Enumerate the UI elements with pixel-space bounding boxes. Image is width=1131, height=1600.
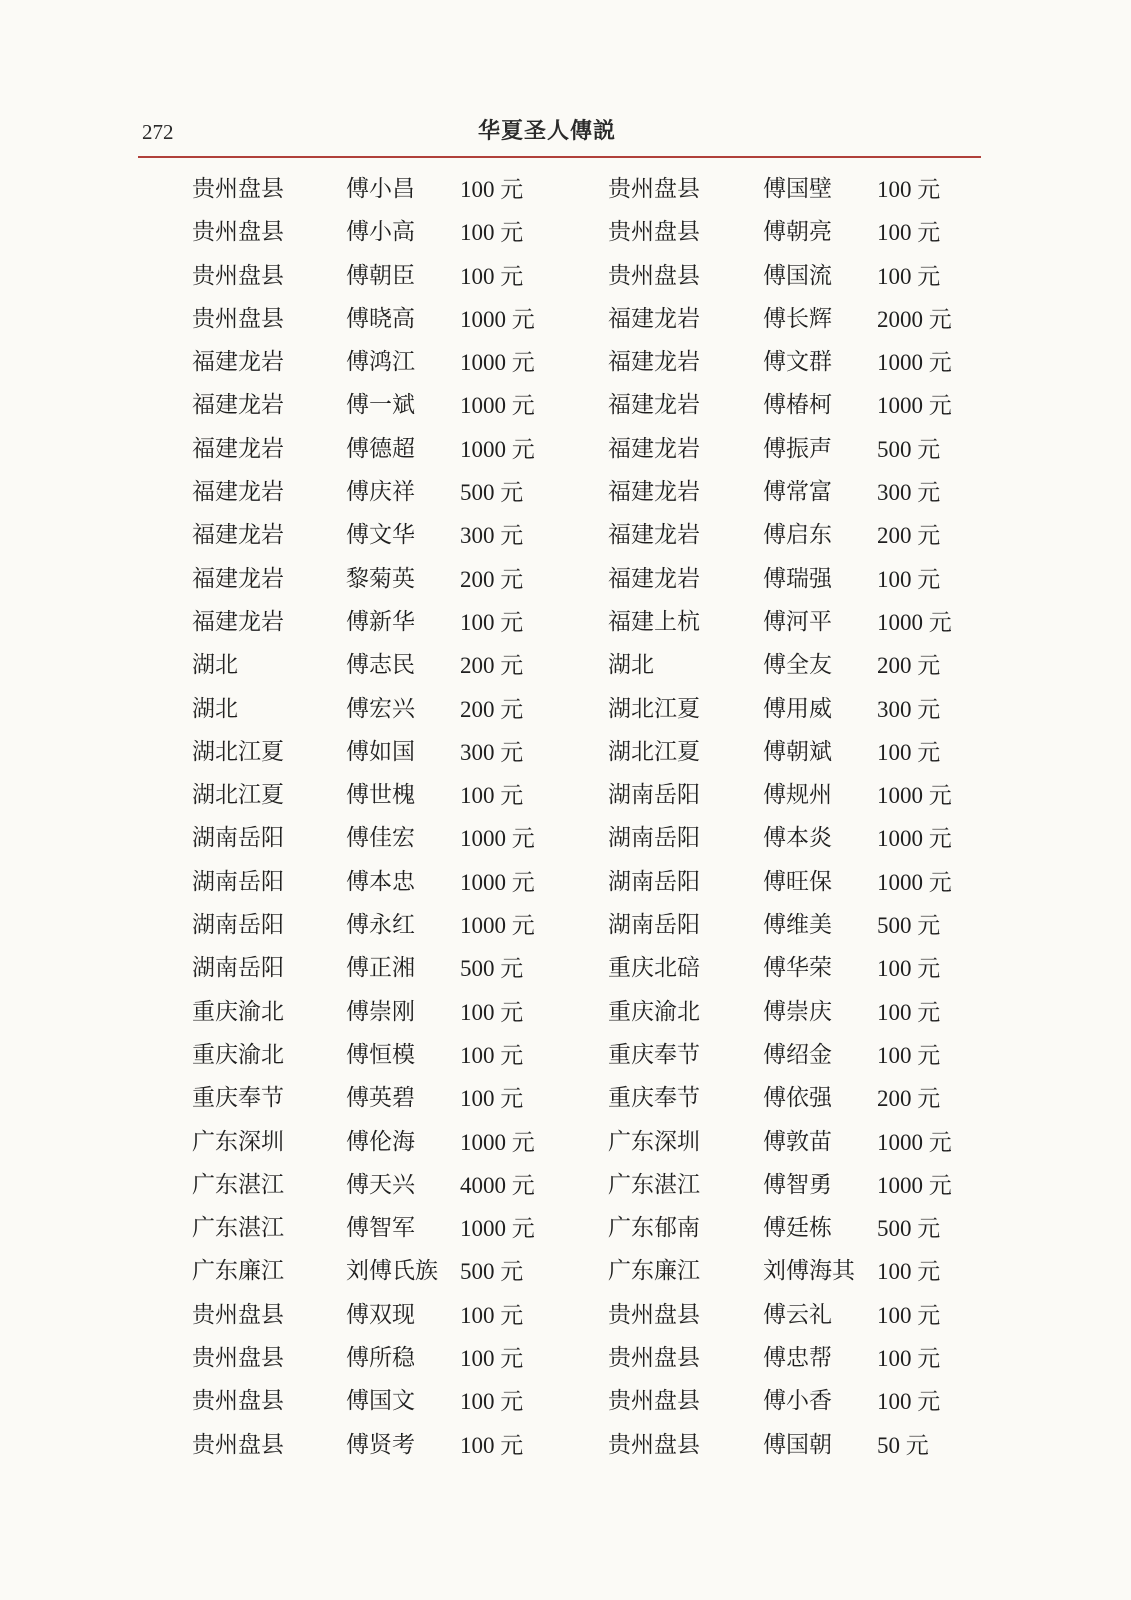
donor-left-region: 贵州盘县 <box>192 262 284 289</box>
donor-right-name: 傅瑞强 <box>763 565 832 592</box>
donor-right-region: 湖北江夏 <box>608 695 700 722</box>
donor-row <box>0 1294 1131 1337</box>
donor-right-region: 贵州盘县 <box>608 1431 700 1458</box>
donor-row <box>0 341 1131 384</box>
donor-right-region: 湖南岳阳 <box>608 868 700 895</box>
donor-left-region: 重庆渝北 <box>192 1041 284 1068</box>
donor-row <box>0 168 1131 211</box>
donor-left-amount: 500 元 <box>460 1259 524 1285</box>
donor-right-name: 傅全友 <box>763 652 832 679</box>
donor-right-name: 傅崇庆 <box>763 998 832 1025</box>
donor-left-region: 广东湛江 <box>192 1171 284 1198</box>
donor-left-region: 福建龙岩 <box>192 392 284 419</box>
donor-right-name: 傅国壁 <box>763 176 832 202</box>
donor-right-region: 贵州盘县 <box>608 1345 700 1372</box>
donor-row <box>0 1380 1131 1423</box>
donor-row <box>0 1424 1131 1467</box>
donor-left-amount: 300 元 <box>460 739 524 765</box>
donor-left-amount: 100 元 <box>460 1042 524 1068</box>
donor-left-name: 傅德超 <box>346 435 415 462</box>
donor-left-amount: 1000 元 <box>460 350 535 376</box>
donor-left-name: 傅双现 <box>346 1301 415 1328</box>
donor-right-region: 福建上杭 <box>608 608 700 635</box>
donor-row <box>0 1164 1131 1207</box>
donor-left-region: 湖南岳阳 <box>192 912 284 939</box>
donor-right-name: 傅旺保 <box>763 868 832 895</box>
donor-left-region: 贵州盘县 <box>192 1345 284 1372</box>
donor-left-region: 贵州盘县 <box>192 219 284 246</box>
donor-left-name: 傅小高 <box>346 219 415 246</box>
donor-right-region: 湖南岳阳 <box>608 782 700 809</box>
donor-row <box>0 1207 1131 1250</box>
donor-row <box>0 688 1131 731</box>
donor-right-name: 傅敦苗 <box>763 1128 832 1155</box>
donor-right-name: 傅国流 <box>763 262 832 289</box>
donor-row <box>0 991 1131 1034</box>
donor-right-name: 傅绍金 <box>763 1041 832 1068</box>
donor-right-amount: 1000 元 <box>877 393 952 419</box>
donor-left-region: 湖南岳阳 <box>192 868 284 895</box>
donor-row <box>0 1034 1131 1077</box>
donor-left-region: 重庆渝北 <box>192 998 284 1025</box>
donor-right-amount: 100 元 <box>877 177 941 202</box>
donor-left-name: 傅晓高 <box>346 305 415 332</box>
donor-left-name: 傅佳宏 <box>346 825 415 852</box>
donor-right-name: 傅长辉 <box>763 305 832 332</box>
donor-row <box>0 514 1131 557</box>
donor-left-name: 傅世槐 <box>346 782 415 809</box>
donor-left-amount: 100 元 <box>460 220 524 246</box>
donor-right-name: 傅朝斌 <box>763 738 832 765</box>
donor-left-region: 福建龙岩 <box>192 522 284 549</box>
donor-left-amount: 500 元 <box>460 480 524 506</box>
donor-row <box>0 861 1131 904</box>
donor-left-amount: 100 元 <box>460 1346 524 1372</box>
donor-right-amount: 100 元 <box>877 220 941 246</box>
donor-left-amount: 100 元 <box>460 177 524 202</box>
donor-right-region: 贵州盘县 <box>608 176 700 202</box>
donor-right-region: 重庆渝北 <box>608 998 700 1025</box>
donor-left-amount: 100 元 <box>460 1302 524 1328</box>
donor-right-name: 傅常富 <box>763 479 832 506</box>
donor-left-name: 傅伦海 <box>346 1128 415 1155</box>
donor-left-name: 傅恒模 <box>346 1041 415 1068</box>
donor-left-amount: 1000 元 <box>460 306 535 332</box>
donor-left-region: 贵州盘县 <box>192 176 284 202</box>
donor-right-region: 湖北江夏 <box>608 738 700 765</box>
donor-right-name: 刘傅海其 <box>763 1258 855 1285</box>
donor-row <box>0 1121 1131 1164</box>
donor-row <box>0 1077 1131 1120</box>
donor-right-region: 湖南岳阳 <box>608 912 700 939</box>
donor-right-amount: 100 元 <box>877 1389 941 1415</box>
donor-left-amount: 100 元 <box>460 999 524 1025</box>
donor-right-amount: 100 元 <box>877 1042 941 1068</box>
donor-right-amount: 500 元 <box>877 913 941 939</box>
donor-right-amount: 500 元 <box>877 1216 941 1242</box>
donor-row <box>0 558 1131 601</box>
donor-right-region: 福建龙岩 <box>608 392 700 419</box>
book-title: 华夏圣人傳説 <box>478 119 617 144</box>
donor-left-name: 傅永红 <box>346 912 415 939</box>
donor-right-amount: 1000 元 <box>877 1129 952 1155</box>
donor-right-amount: 100 元 <box>877 956 941 982</box>
donor-left-name: 黎菊英 <box>346 565 415 592</box>
donor-left-name: 傅智军 <box>346 1215 415 1242</box>
donor-row <box>0 817 1131 860</box>
donor-right-region: 福建龙岩 <box>608 435 700 462</box>
donor-left-name: 傅一斌 <box>346 392 415 419</box>
donor-row <box>0 947 1131 990</box>
donor-right-name: 傅本炎 <box>763 825 832 852</box>
donor-right-amount: 300 元 <box>877 696 941 722</box>
donor-right-amount: 1000 元 <box>877 869 952 895</box>
donor-right-name: 傅小香 <box>763 1388 832 1415</box>
donor-right-amount: 500 元 <box>877 436 941 462</box>
donor-left-amount: 1000 元 <box>460 436 535 462</box>
page-header <box>138 110 981 156</box>
donor-row <box>0 298 1131 341</box>
donor-left-region: 广东廉江 <box>192 1258 284 1285</box>
donor-left-region: 湖北江夏 <box>192 738 284 765</box>
donor-left-region: 重庆奉节 <box>192 1085 284 1112</box>
donor-right-region: 福建龙岩 <box>608 479 700 506</box>
donor-left-amount: 1000 元 <box>460 1216 535 1242</box>
donor-left-region: 贵州盘县 <box>192 305 284 332</box>
donor-right-region: 福建龙岩 <box>608 305 700 332</box>
donor-left-amount: 1000 元 <box>460 826 535 852</box>
donor-left-amount: 200 元 <box>460 653 524 679</box>
donor-left-amount: 1000 元 <box>460 913 535 939</box>
donor-left-region: 湖北 <box>192 652 238 679</box>
donor-left-name: 傅文华 <box>346 522 415 549</box>
donor-left-amount: 100 元 <box>460 263 524 289</box>
donor-right-name: 傅规州 <box>763 782 832 809</box>
donor-row <box>0 601 1131 644</box>
donor-row <box>0 731 1131 774</box>
donor-left-region: 湖北 <box>192 695 238 722</box>
donor-left-amount: 100 元 <box>460 783 524 809</box>
donor-right-region: 湖南岳阳 <box>608 825 700 852</box>
donor-right-amount: 100 元 <box>877 739 941 765</box>
donor-left-name: 傅所稳 <box>346 1345 415 1372</box>
donor-right-amount: 100 元 <box>877 566 941 592</box>
donor-right-region: 贵州盘县 <box>608 1388 700 1415</box>
donor-right-amount: 100 元 <box>877 1259 941 1285</box>
donor-right-name: 傅用威 <box>763 695 832 722</box>
donor-right-region: 福建龙岩 <box>608 565 700 592</box>
donor-left-name: 傅鸿江 <box>346 349 415 376</box>
donor-left-name: 傅贤考 <box>346 1431 415 1458</box>
donor-right-name: 傅依强 <box>763 1085 832 1112</box>
donor-right-region: 贵州盘县 <box>608 219 700 246</box>
donor-left-name: 傅朝臣 <box>346 262 415 289</box>
donor-right-region: 福建龙岩 <box>608 522 700 549</box>
donor-right-amount: 50 元 <box>877 1432 929 1458</box>
donor-right-amount: 300 元 <box>877 480 941 506</box>
donor-right-name: 傅廷栋 <box>763 1215 832 1242</box>
donor-left-name: 傅天兴 <box>346 1171 415 1198</box>
donor-right-amount: 1000 元 <box>877 350 952 376</box>
donor-right-region: 广东湛江 <box>608 1171 700 1198</box>
donor-left-region: 广东湛江 <box>192 1215 284 1242</box>
donor-left-name: 傅正湘 <box>346 955 415 982</box>
donor-right-name: 傅维美 <box>763 912 832 939</box>
donor-left-name: 傅志民 <box>346 652 415 679</box>
donor-right-region: 重庆奉节 <box>608 1041 700 1068</box>
donor-right-name: 傅云礼 <box>763 1301 832 1328</box>
donor-left-region: 福建龙岩 <box>192 565 284 592</box>
donor-left-region: 福建龙岩 <box>192 349 284 376</box>
donor-left-name: 傅小昌 <box>346 176 415 202</box>
donor-right-region: 重庆北碚 <box>608 955 700 982</box>
donor-right-amount: 200 元 <box>877 523 941 549</box>
donor-row <box>0 1250 1131 1293</box>
donor-left-region: 贵州盘县 <box>192 1431 284 1458</box>
donor-right-name: 傅智勇 <box>763 1171 832 1198</box>
donor-left-region: 湖南岳阳 <box>192 955 284 982</box>
donor-right-amount: 100 元 <box>877 1302 941 1328</box>
donor-right-name: 傅文群 <box>763 349 832 376</box>
donor-row <box>0 1337 1131 1380</box>
donor-left-amount: 1000 元 <box>460 869 535 895</box>
donor-left-region: 贵州盘县 <box>192 1388 284 1415</box>
donor-right-name: 傅华荣 <box>763 955 832 982</box>
donor-right-region: 福建龙岩 <box>608 349 700 376</box>
donor-left-amount: 1000 元 <box>460 1129 535 1155</box>
donor-right-region: 广东郁南 <box>608 1215 700 1242</box>
donor-left-name: 傅宏兴 <box>346 695 415 722</box>
donor-right-amount: 200 元 <box>877 653 941 679</box>
donor-right-amount: 1000 元 <box>877 783 952 809</box>
donor-right-name: 傅振声 <box>763 435 832 462</box>
donor-right-region: 贵州盘县 <box>608 262 700 289</box>
donor-right-name: 傅河平 <box>763 608 832 635</box>
donor-left-amount: 100 元 <box>460 1432 524 1458</box>
donor-left-amount: 200 元 <box>460 566 524 592</box>
donor-right-region: 贵州盘县 <box>608 1301 700 1328</box>
donor-right-name: 傅国朝 <box>763 1431 832 1458</box>
donor-left-amount: 500 元 <box>460 956 524 982</box>
donor-left-name: 傅新华 <box>346 608 415 635</box>
donor-row <box>0 255 1131 298</box>
donor-right-amount: 1000 元 <box>877 826 952 852</box>
donor-left-region: 湖北江夏 <box>192 782 284 809</box>
donor-left-amount: 4000 元 <box>460 1172 535 1198</box>
donor-right-name: 傅启东 <box>763 522 832 549</box>
donor-right-amount: 2000 元 <box>877 306 952 332</box>
donor-left-region: 福建龙岩 <box>192 479 284 506</box>
donor-right-amount: 1000 元 <box>877 1172 952 1198</box>
donor-right-name: 傅椿柯 <box>763 392 832 419</box>
donor-right-region: 广东廉江 <box>608 1258 700 1285</box>
donor-left-amount: 200 元 <box>460 696 524 722</box>
donor-left-name: 傅本忠 <box>346 868 415 895</box>
donor-right-name: 傅忠帮 <box>763 1345 832 1372</box>
donor-right-region: 湖北 <box>608 652 654 679</box>
donor-right-amount: 100 元 <box>877 999 941 1025</box>
donor-left-name: 傅庆祥 <box>346 479 415 506</box>
donor-row <box>0 644 1131 687</box>
donor-left-amount: 100 元 <box>460 1086 524 1112</box>
donor-left-name: 傅国文 <box>346 1388 415 1415</box>
donor-left-amount: 100 元 <box>460 1389 524 1415</box>
donor-left-region: 福建龙岩 <box>192 608 284 635</box>
page-number: 272 <box>142 120 174 144</box>
donor-row <box>0 211 1131 254</box>
donor-left-amount: 100 元 <box>460 609 524 635</box>
donor-row <box>0 428 1131 471</box>
donor-left-region: 湖南岳阳 <box>192 825 284 852</box>
donor-left-name: 傅英碧 <box>346 1085 415 1112</box>
donor-right-amount: 200 元 <box>877 1086 941 1112</box>
donor-right-amount: 1000 元 <box>877 609 952 635</box>
donor-right-amount: 100 元 <box>877 1346 941 1372</box>
donor-row <box>0 471 1131 514</box>
donor-row <box>0 774 1131 817</box>
donor-left-region: 广东深圳 <box>192 1128 284 1155</box>
donor-left-amount: 300 元 <box>460 523 524 549</box>
donor-list <box>0 168 1131 1467</box>
donor-right-region: 广东深圳 <box>608 1128 700 1155</box>
donor-left-name: 刘傅氏族 <box>346 1258 438 1285</box>
donor-right-name: 傅朝亮 <box>763 219 832 246</box>
donor-row <box>0 384 1131 427</box>
donor-row <box>0 904 1131 947</box>
donor-left-name: 傅如国 <box>346 738 415 765</box>
donor-left-region: 贵州盘县 <box>192 1301 284 1328</box>
donor-left-region: 福建龙岩 <box>192 435 284 462</box>
donor-right-region: 重庆奉节 <box>608 1085 700 1112</box>
header-rule <box>138 156 981 158</box>
donor-left-amount: 1000 元 <box>460 393 535 419</box>
donor-right-amount: 100 元 <box>877 263 941 289</box>
donor-left-name: 傅崇刚 <box>346 998 415 1025</box>
